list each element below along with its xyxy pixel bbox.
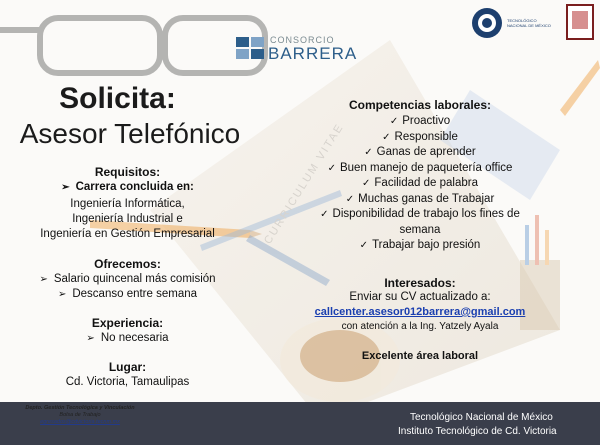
competencias-list [300,114,540,254]
competencia-item: ✓ Muchas ganas de Trabajar [346,193,495,205]
career-item: Ingeniería en Gestión Empresarial [40,228,215,240]
attention-text: con atención a la Ing. Yatzely Ayala [341,321,499,332]
career-label: ➢ Carrera concluida en: [20,181,235,193]
depto-line-1: Depto. Gestión Tecnológica y Vinculación [25,405,135,411]
title-solicita: Solicita: [59,82,176,115]
depto-email-link[interactable]: egresados@cdvictoria.tecnm.mx [40,419,120,425]
depto-line-2: Bolsa de Trabajo [59,412,101,418]
lugar-value: Cd. Victoria, Tamaulipas [65,376,190,388]
email-link[interactable]: callcenter.asesor012barrera@gmail.com [314,306,526,318]
consorcio-logo-mark-icon [236,37,266,59]
curriculum-watermark: CURRICULUM VITAE [262,121,347,247]
competencias-heading: Competencias laborales: [348,98,492,112]
interesados-heading: Interesados: [384,276,456,290]
ofrecemos-heading: Ofrecemos: [94,257,161,271]
ofrecemos-item: ➢ Descanso entre semana [20,288,235,300]
competencia-item: ✓ Facilidad de palabra [362,177,478,189]
depto-info [10,405,150,426]
lugar-heading: Lugar: [108,360,147,374]
interesados-instruction: Enviar su CV actualizado a: [349,291,491,303]
competencia-item: ✓ Disponibilidad de trabajo los fines de [320,208,520,220]
email-wrapper [290,306,550,318]
requisitos-heading: Requisitos: [94,165,161,179]
experiencia-heading: Experiencia: [91,316,164,330]
career-item: Ingeniería Informática, [70,198,185,210]
institution-logos [470,6,596,46]
competencia-item-continued: semana [399,223,441,236]
tecnm-logo-icon [470,6,504,40]
footer-line-1: Tecnológico Nacional de México [410,412,553,423]
excelente-text: Excelente área laboral [361,350,479,362]
competencia-item: ✓ Buen manejo de paquetería office [328,162,513,174]
logo-title: BARRERA [268,44,358,63]
title-position: Asesor Telefónico [19,118,241,149]
competencia-item: ✓ Responsible [382,131,458,143]
competencia-item: ✓ Trabajar bajo presión [360,239,481,251]
footer-line-2: Instituto Tecnológico de Cd. Victoria [398,426,557,437]
logo-subtitle: CONSORCIO [270,35,335,45]
competencia-item: ✓ Ganas de aprender [364,146,476,158]
itcv-shield-icon [566,4,594,40]
tecnm-label: TECNOLÓGICO NACIONAL DE MÉXICO [507,18,551,28]
ofrecemos-item: ➢ Salario quincenal más comisión [20,273,235,285]
competencia-item: ✓ Proactivo [390,115,450,127]
experiencia-item: ➢ No necesaria [20,332,235,344]
career-item: Ingeniería Industrial e [72,213,183,225]
